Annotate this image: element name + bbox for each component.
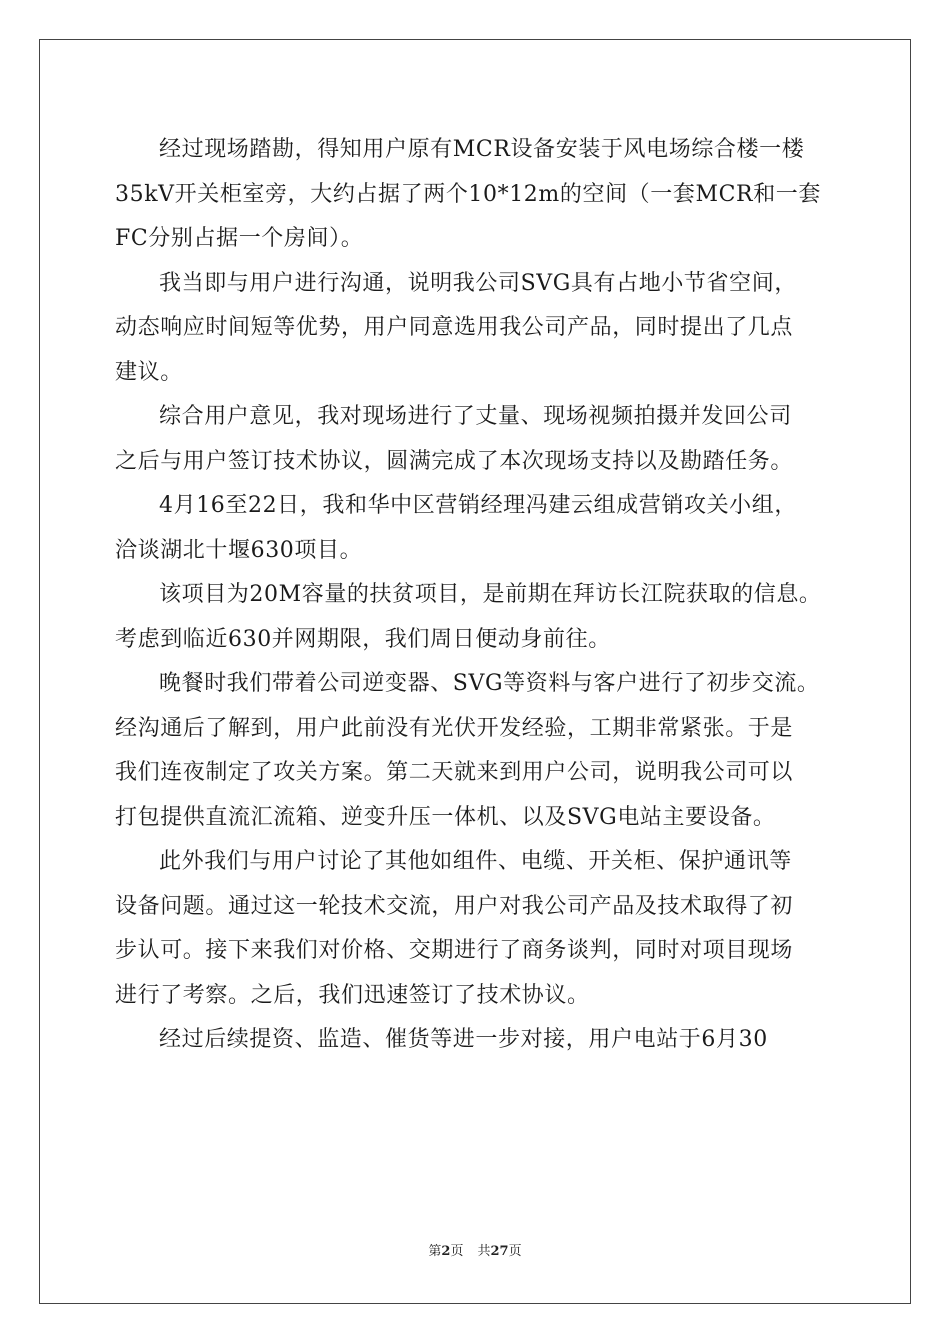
paragraph-1	[115, 128, 835, 262]
text-line: 之后与用户签订技术协议，圆满完成了本次现场支持以及勘踏任务。	[115, 448, 794, 474]
total-suffix: 页	[508, 1244, 522, 1259]
text-line: 经沟通后了解到，用户此前没有光伏开发经验，工期非常紧张。于是	[115, 715, 794, 741]
text-line: 4月16至22日，我和华中区营销经理冯建云组成营销攻关小组，	[159, 493, 797, 518]
text-line: 此外我们与用户讨论了其他如组件、电缆、开关柜、保护通讯等	[159, 849, 792, 874]
text-line: FC分别占据一个房间）。	[115, 226, 364, 251]
text-line: 晚餐时我们带着公司逆变器、SVG等资料与客户进行了初步交流。	[159, 671, 820, 696]
text-line: 综合用户意见，我对现场进行了丈量、现场视频拍摄并发回公司	[159, 404, 792, 429]
total-prefix: 共	[477, 1244, 491, 1259]
paragraph-5	[115, 573, 835, 662]
page-suffix: 页	[450, 1244, 464, 1259]
text-line: 洽谈湖北十堰630项目。	[115, 537, 363, 563]
text-line: 经过后续提资、监造、催货等进一步对接，用户电站于6月30	[159, 1027, 768, 1052]
text-line: 动态响应时间短等优势，用户同意选用我公司产品，同时提出了几点	[115, 315, 794, 340]
paragraph-4	[115, 484, 835, 573]
text-line: 35kV开关柜室旁，大约占据了两个10*12m的空间（一套MCR和一套	[115, 181, 821, 207]
total-pages: 27	[490, 1244, 509, 1259]
text-line: 我们连夜制定了攻关方案。第二天就来到用户公司，说明我公司可以	[115, 760, 794, 785]
text-line: 考虑到临近630并网期限，我们周日便动身前往。	[115, 626, 611, 652]
text-line: 建议。	[115, 359, 183, 385]
text-line: 步认可。接下来我们对价格、交期进行了商务谈判，同时对项目现场	[115, 938, 794, 963]
page-number: 2	[441, 1244, 451, 1259]
text-line: 经过现场踏勘，得知用户原有MCR设备安装于风电场综合楼一楼	[159, 137, 805, 162]
page-footer	[0, 1240, 950, 1259]
page-prefix: 第	[428, 1244, 442, 1259]
paragraph-8	[115, 1018, 835, 1063]
paragraph-3	[115, 395, 835, 484]
paragraph-6	[115, 662, 835, 840]
text-line: 我当即与用户进行沟通，说明我公司SVG具有占地小节省空间，	[159, 270, 797, 296]
paragraph-7	[115, 840, 835, 1018]
paragraph-2	[115, 262, 835, 396]
text-line: 设备问题。通过这一轮技术交流，用户对我公司产品及技术取得了初	[115, 893, 794, 919]
document-body	[115, 128, 835, 1063]
text-line: 进行了考察。之后，我们迅速签订了技术协议。	[115, 982, 590, 1008]
text-line: 打包提供直流汇流箱、逆变升压一体机、以及SVG电站主要设备。	[115, 804, 776, 830]
text-line: 该项目为20M容量的扶贫项目，是前期在拜访长江院获取的信息。	[159, 582, 822, 607]
